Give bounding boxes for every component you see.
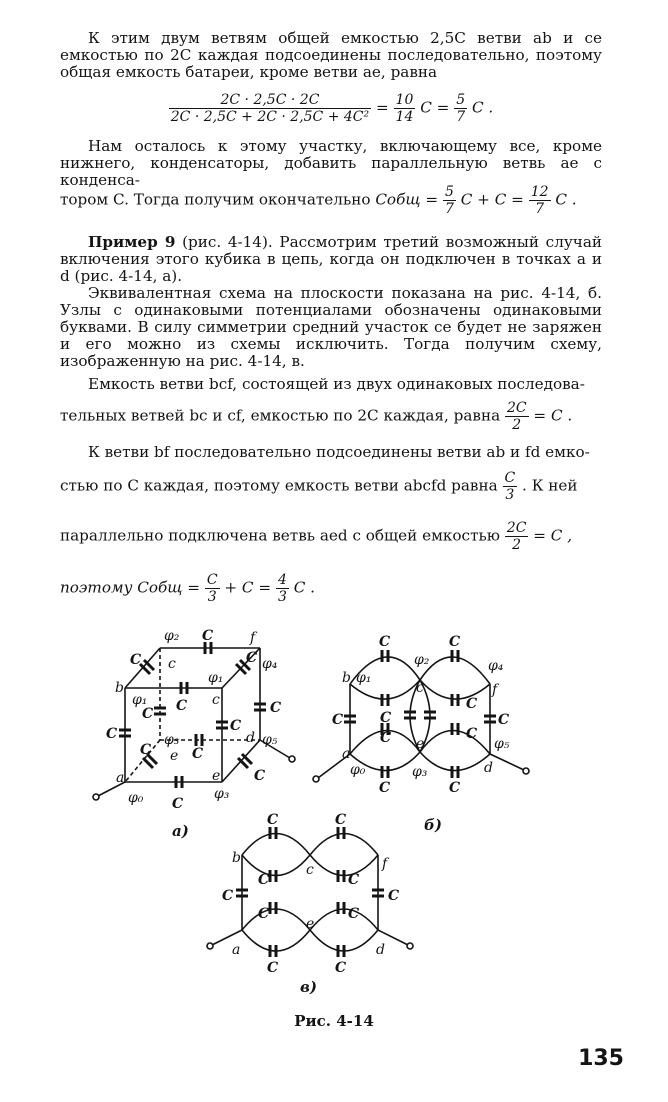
svg-text:C: C bbox=[380, 730, 392, 746]
abcfd-capacity-line: стью по C каждая, поэтому емкость ветви abcfd равна $\frac{C}{3}$ . К ней bbox=[60, 470, 578, 503]
svg-text:C: C bbox=[380, 710, 392, 726]
svg-text:C: C bbox=[246, 650, 258, 666]
svg-text:C: C bbox=[379, 780, 391, 796]
svg-text:φ₃: φ₃ bbox=[164, 732, 180, 748]
figure-4-14 bbox=[0, 612, 668, 1012]
svg-text:d: d bbox=[376, 942, 385, 958]
svg-text:в): в) bbox=[300, 978, 317, 996]
svg-text:C: C bbox=[466, 726, 478, 742]
svg-text:C: C bbox=[258, 872, 270, 888]
svg-text:e: e bbox=[306, 916, 315, 932]
svg-text:C: C bbox=[267, 812, 279, 828]
svg-text:C: C bbox=[267, 960, 279, 976]
svg-text:φ₁: φ₁ bbox=[208, 670, 224, 686]
svg-text:C: C bbox=[335, 812, 347, 828]
svg-text:a: a bbox=[232, 942, 241, 958]
svg-text:e: e bbox=[170, 748, 179, 764]
svg-text:C: C bbox=[449, 780, 461, 796]
svg-text:a: a bbox=[342, 746, 351, 762]
svg-text:c: c bbox=[306, 862, 314, 878]
svg-text:φ₅: φ₅ bbox=[262, 732, 278, 748]
paragraph-4: Эквивалентная схема на плоскости показана на рис. 4-14, б. Узлы с одинаковыми потенциалами обозначены одинаковыми буквами. В силу симметрии средний участок ce будет не заряжен и его можно из схемы исключить. Тогда получим схему, изображенную на рис. 4-14, в. bbox=[60, 284, 602, 370]
svg-text:C: C bbox=[230, 718, 242, 734]
paragraph-5: Емкость ветви bcf, состоящей из двух одинаковых последова- bbox=[88, 375, 585, 393]
svg-text:e: e bbox=[212, 768, 221, 784]
svg-text:C: C bbox=[222, 888, 234, 904]
paragraph-1: К этим двум ветвям общей емкостью 2,5C ветви ab и ce емкостью по 2C каждая подсоединены последовательно, поэтому общая емкость батареи, кроме ветви ae, равна bbox=[60, 29, 602, 81]
svg-text:C: C bbox=[254, 768, 266, 784]
page-number: 135 bbox=[578, 1046, 624, 1071]
svg-text:C: C bbox=[172, 796, 184, 812]
svg-text:C: C bbox=[270, 700, 282, 716]
svg-text:c: c bbox=[168, 656, 176, 672]
paragraph-2: Нам осталось к этому участку, включающему все, кроме нижнего, конденсаторы, добавить параллельную ветвь ae с конденса- bbox=[60, 137, 602, 189]
svg-text:C: C bbox=[332, 712, 344, 728]
svg-text:b: b bbox=[115, 680, 124, 696]
svg-text:C: C bbox=[192, 746, 204, 762]
svg-text:C: C bbox=[142, 706, 154, 722]
svg-text:C: C bbox=[379, 634, 391, 650]
svg-text:C: C bbox=[130, 652, 142, 668]
svg-text:c: c bbox=[212, 692, 220, 708]
svg-text:d: d bbox=[246, 730, 255, 746]
svg-text:φ₅: φ₅ bbox=[494, 736, 510, 752]
svg-text:а): а) bbox=[172, 822, 189, 840]
svg-text:б): б) bbox=[424, 816, 442, 834]
svg-text:a: a bbox=[116, 770, 125, 786]
svg-text:φ₄: φ₄ bbox=[488, 658, 504, 674]
svg-text:f: f bbox=[250, 630, 256, 646]
svg-text:φ₄: φ₄ bbox=[262, 656, 278, 672]
svg-text:C: C bbox=[140, 742, 152, 758]
example-9-paragraph: Пример 9 (рис. 4-14). Рассмотрим третий возможный случай включения этого кубика в цепь, когда он подключен в точках a и d (рис. 4-14, a). bbox=[60, 233, 602, 285]
svg-text:d: d bbox=[484, 760, 493, 776]
svg-text:C: C bbox=[498, 712, 510, 728]
svg-text:φ₃: φ₃ bbox=[412, 764, 428, 780]
svg-text:C: C bbox=[348, 872, 360, 888]
svg-text:φ₀: φ₀ bbox=[350, 762, 366, 778]
svg-text:C: C bbox=[258, 906, 270, 922]
equation-1: $\frac{2C \cdot 2,5C \cdot 2C}{\text{2C · 2,5C + 2C · 2,5C + 4C²}}$ = $\frac{10}{14}$ C = $\frac{5}{7}$ C . bbox=[170, 92, 494, 125]
paragraph-7: К ветви bf последовательно подсоединены ветви ab и fd емко- bbox=[88, 443, 590, 461]
example-heading: Пример 9 bbox=[88, 233, 176, 251]
final-capacity-line: тором C. Тогда получим окончательно Cобщ = $\frac{5}{7}$ C + C = $\frac{12}{7}$ C . bbox=[60, 184, 577, 217]
subfigure-labels bbox=[172, 816, 442, 996]
svg-text:φ₀: φ₀ bbox=[128, 790, 144, 806]
svg-text:C: C bbox=[388, 888, 400, 904]
svg-text:b: b bbox=[342, 670, 351, 686]
figure-caption: Рис. 4-14 bbox=[294, 1012, 374, 1030]
svg-text:f: f bbox=[492, 682, 498, 698]
svg-text:C: C bbox=[202, 628, 214, 644]
svg-text:φ₃: φ₃ bbox=[214, 786, 230, 802]
svg-text:φ₂: φ₂ bbox=[164, 628, 180, 644]
svg-text:C: C bbox=[348, 906, 360, 922]
aed-capacity-line: параллельно подключена ветвь aed с общей емкостью $\frac{2C}{2}$ = C , bbox=[60, 520, 573, 553]
svg-text:C: C bbox=[176, 698, 188, 714]
svg-text:b: b bbox=[232, 850, 241, 866]
svg-text:φ₂: φ₂ bbox=[414, 652, 430, 668]
total-capacity-line: поэтому Cобщ = $\frac{C}{3}$ + C = $\frac{4}{3}$ C . bbox=[60, 572, 315, 605]
svg-text:C: C bbox=[466, 696, 478, 712]
svg-text:C: C bbox=[449, 634, 461, 650]
svg-text:C: C bbox=[106, 726, 118, 742]
svg-text:f: f bbox=[382, 856, 388, 872]
svg-text:C: C bbox=[335, 960, 347, 976]
bcf-capacity-line: тельных ветвей bc и cf, емкостью по 2C каждая, равна $\frac{2C}{2}$ = C . bbox=[60, 400, 573, 433]
svg-text:c: c bbox=[416, 680, 424, 696]
svg-text:e: e bbox=[416, 736, 425, 752]
svg-text:φ₁: φ₁ bbox=[356, 670, 372, 686]
svg-text:φ₁: φ₁ bbox=[132, 692, 148, 708]
